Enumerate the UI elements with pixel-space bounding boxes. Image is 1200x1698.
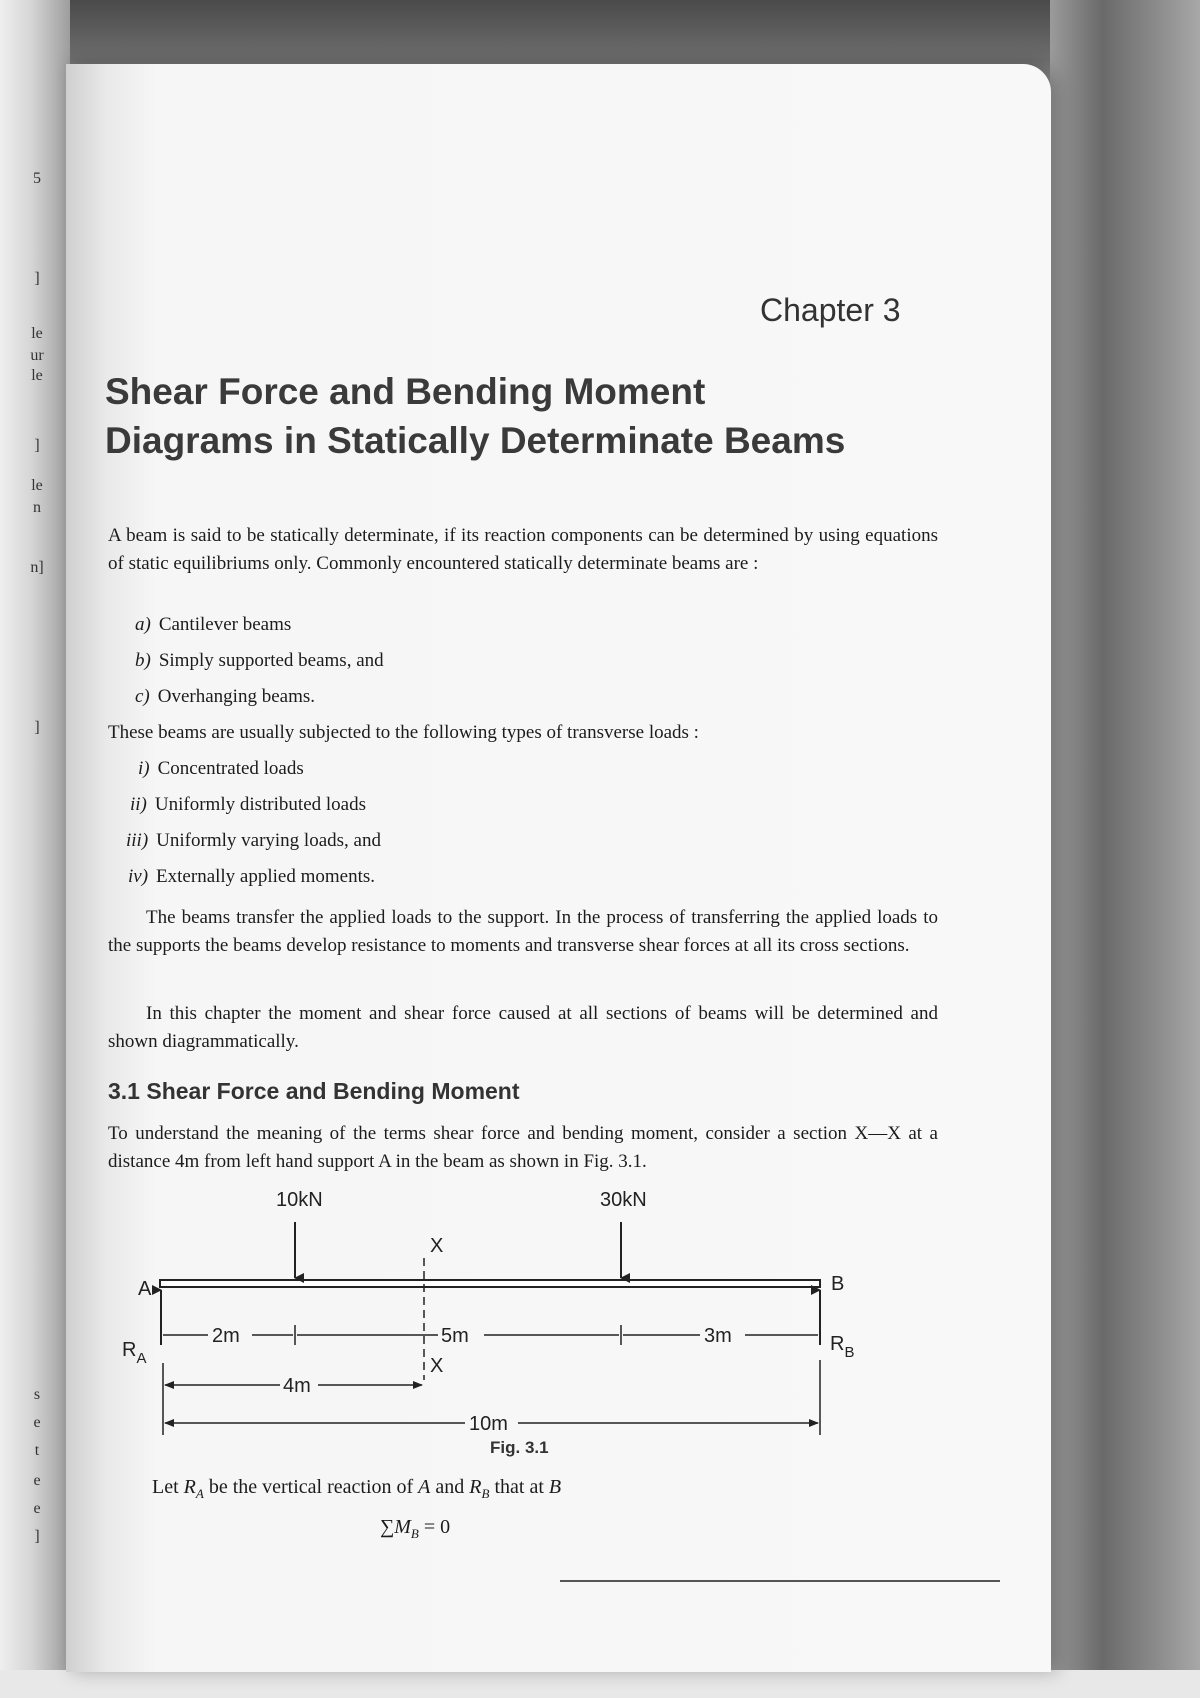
subscript-b: B [410,1526,419,1541]
edge-fragment: n] [30,559,44,576]
symbol-r: R [469,1476,482,1498]
dimension-label-5m: 5m [441,1325,469,1347]
subscript-b: B [481,1486,490,1501]
text-run: and [430,1476,470,1498]
list-marker: ii) [130,794,147,815]
text-run: that at [489,1476,549,1498]
list-marker: iii) [126,830,149,851]
text-run: be the vertical reaction of [203,1476,419,1498]
edge-fragment: 5 [33,170,41,187]
list-marker: b) [135,650,151,671]
load-label-10kn: 10kN [276,1189,323,1211]
dimension-label-3m: 3m [704,1325,732,1347]
symbol-b: B [548,1476,562,1498]
subscript-a: A [195,1486,204,1501]
point-a-label: A [138,1278,152,1300]
figure-caption: Fig. 3.1 [490,1438,549,1457]
edge-fragment: ] [34,437,40,454]
chapter-title-line-2: Diagrams in Statically Determinate Beams [105,420,846,461]
list-marker: iv) [128,866,149,887]
edge-fragment: le [31,367,43,384]
paragraph-transfer-text: The beams transfer the applied loads to the support. In the process of transferring the applied loads to the supports the beams develop resistance to moments and transverse shear forces at all its cross sections. [108,907,938,956]
section-3-1-paragraph-text: To understand the meaning of the terms shear force and bending moment, consider a section X—X at a distance 4m from left hand support A in the beam as shown in Fig. 3.1. [108,1123,938,1172]
edge-fragment: e [33,1414,41,1431]
dimension-label-2m: 2m [212,1325,240,1347]
list-item-text: Concentrated loads [157,758,304,779]
list-marker: a) [135,614,151,635]
moment-equation [380,1516,450,1542]
list-item-text: Cantilever beams [158,614,292,635]
edge-fragment: ] [34,1528,40,1545]
edge-fragment: ] [34,719,40,736]
edge-fragment: e [33,1500,41,1517]
edge-fragment: n [33,499,41,516]
list-marker: i) [138,758,150,779]
dimension-label-4m: 4m [283,1375,311,1397]
dimension-label-10m: 10m [469,1413,508,1435]
intro-paragraph-text: A beam is said to be statically determinate, if its reaction components can be determined by using equations of static equilibriums only. Commonly encountered statically determinate beams are : [108,525,938,574]
loads-intro: These beams are usually subjected to the following types of transverse loads : [108,722,699,743]
point-b-label: B [831,1273,845,1295]
chapter-title-line-1: Shear Force and Bending Moment [105,371,706,412]
equation-rest: = 0 [418,1516,451,1538]
paragraph-chapter-scope-text: In this chapter the moment and shear force caused at all sections of beams will be determined and shown diagrammatically. [108,1003,938,1052]
beam [160,1280,820,1287]
list-item-text: Uniformly varying loads, and [156,830,381,851]
list-item-text: Overhanging beams. [157,686,315,707]
reaction-a-label: $R_A$ [122,1339,147,1367]
sum-moment-symbol: ∑M [380,1516,411,1538]
edge-fragment: e [33,1472,41,1489]
edge-fragment: le [31,477,43,494]
section-label-top: X [430,1235,444,1257]
list-item-text: Externally applied moments. [156,866,376,887]
list-item-text: Uniformly distributed loads [154,794,366,815]
section-heading-3-1: 3.1 Shear Force and Bending Moment [108,1078,520,1104]
list-item-text: Simply supported beams, and [158,650,384,671]
reaction-definition-text [152,1476,561,1502]
symbol-a: A [418,1476,431,1498]
edge-fragment: ] [34,270,40,287]
text-run: Let [152,1476,184,1498]
edge-fragment: s [33,1386,41,1403]
symbol-r: R [183,1476,196,1498]
edge-fragment: t [34,1442,40,1459]
reaction-b-label: $R_B$ [830,1333,855,1361]
list-marker: c) [135,686,150,707]
chapter-label: Chapter 3 [760,292,901,328]
section-label-bottom: X [430,1355,444,1377]
edge-fragment: ur [30,347,44,364]
load-label-30kn: 30kN [600,1189,647,1211]
edge-fragment: le [31,325,43,342]
